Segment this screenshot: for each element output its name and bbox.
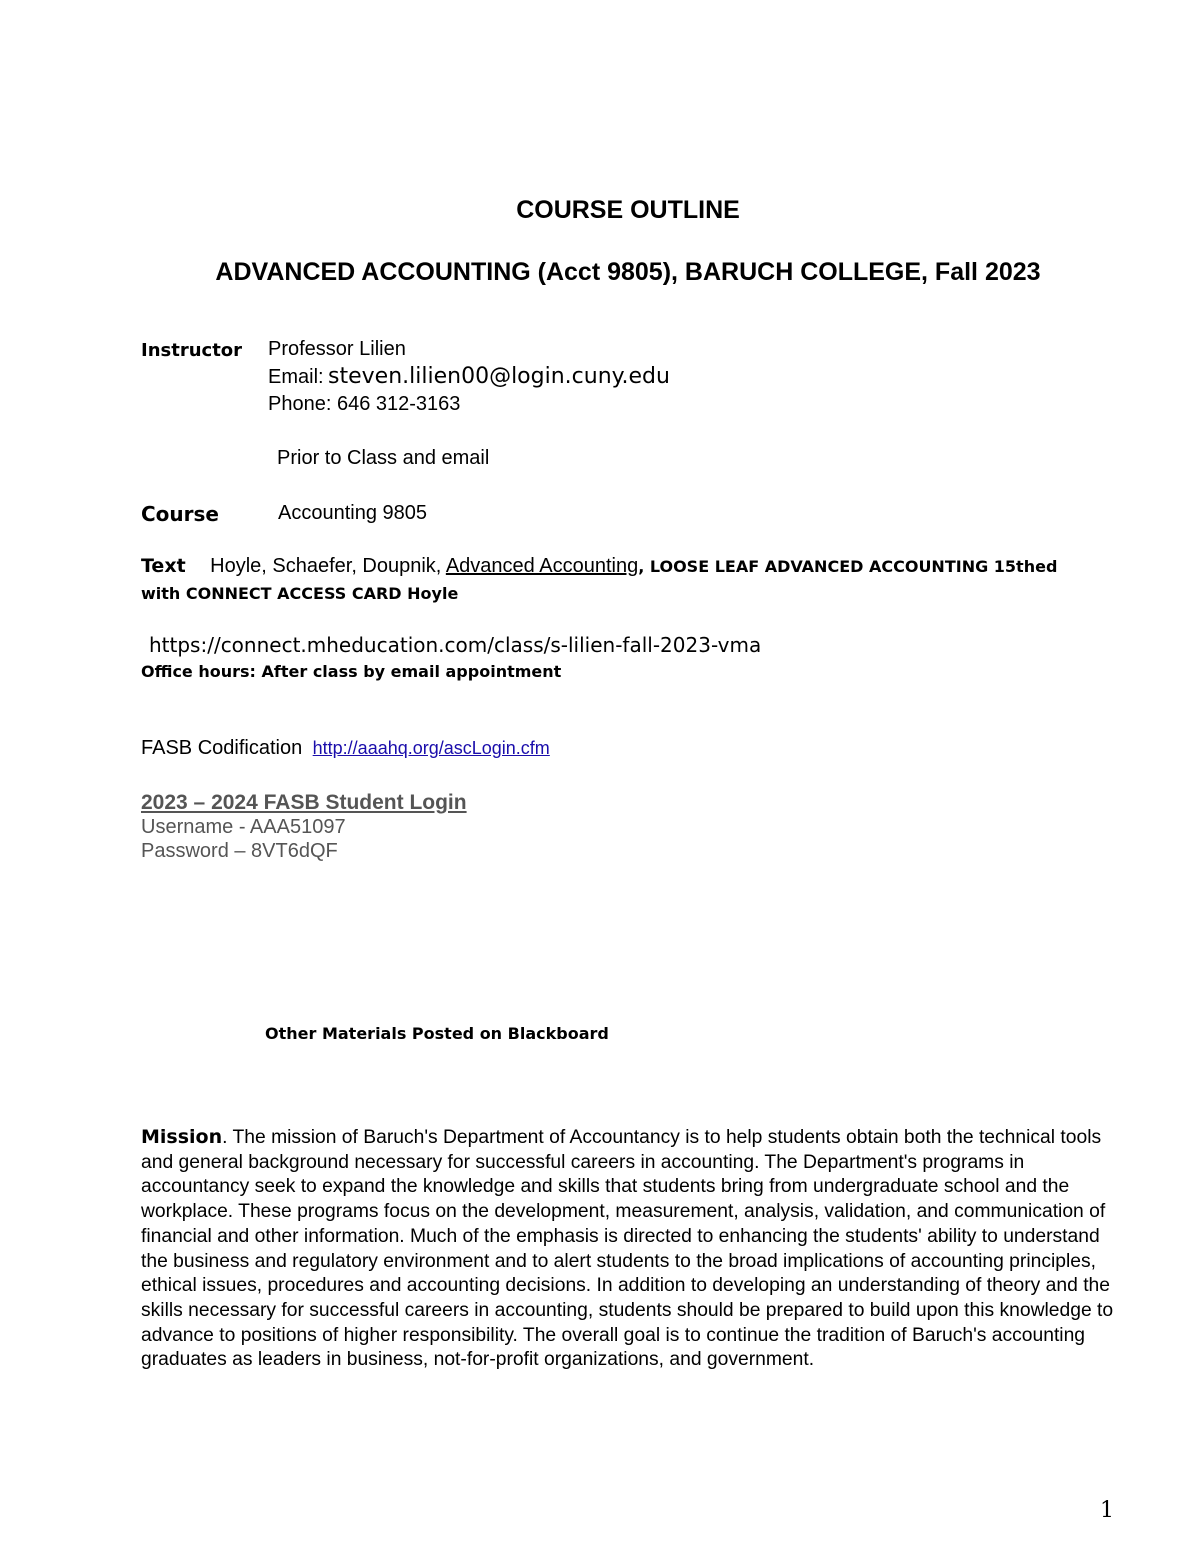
mission-body: . The mission of Baruch's Department of Accountancy is to help students obtain both the technical tools and general background necessary for successful careers in accounting. The Department's programs in accountancy seek to expand the knowledge and skills that students bring from undergraduate school and the workplace. These programs focus on the development, measurement, analysis, validation, and communication of financial and other information. Much of the emphasis is directed to enhancing the students' ability to understand the business and regulatory environment and to alert students to the broad implications of accounting principles, ethical issues, procedures and accounting decisions. In addition to developing an understanding of theory and the skills necessary for successful careers in accounting, students should be prepared to build upon this knowledge to advance to positions of higher responsibility. The overall goal is to continue the tradition of Baruch's accounting graduates as leaders in business, not-for-profit organizations, and government.: [141, 1127, 1114, 1371]
email-address[interactable]: steven.lilien00@login.cuny.edu: [328, 364, 670, 389]
textbook-authors: Hoyle, Schaefer, Doupnik,: [210, 555, 442, 577]
page-number: 1: [1100, 1498, 1114, 1523]
textbook-edition-line-2: with CONNECT ACCESS CARD Hoyle: [141, 584, 459, 603]
text-label: Text: [141, 555, 186, 577]
mission-paragraph: [141, 1125, 1126, 1373]
instructor-name: Professor Lilien: [268, 338, 406, 360]
connect-url[interactable]: https://connect.mheducation.com/class/s-lilien-fall-2023-vma: [149, 633, 762, 657]
email-label: Email:: [268, 366, 324, 388]
fasb-password: Password – 8VT6dQF: [141, 840, 338, 862]
fasb-link[interactable]: http://aaahq.org/ascLogin.cfm: [312, 738, 550, 758]
textbook-line-1: [141, 555, 1057, 578]
other-materials: Other Materials Posted on Blackboard: [265, 1024, 609, 1043]
instructor-email-line: [268, 364, 670, 389]
instructor-phone: Phone: 646 312-3163: [268, 393, 461, 415]
course-label: Course: [141, 502, 219, 526]
course-value: Accounting 9805: [278, 502, 428, 524]
page-title: COURSE OUTLINE: [516, 196, 740, 224]
office-hours: Office hours: After class by email appointment: [141, 662, 562, 681]
instructor-label: Instructor: [141, 340, 243, 361]
fasb-codification-line: [141, 737, 550, 760]
mission-label: Mission: [141, 1126, 223, 1148]
fasb-label: FASB Codification: [141, 737, 303, 759]
fasb-login-heading: 2023 – 2024 FASB Student Login: [141, 791, 467, 814]
instructor-note: Prior to Class and email: [277, 447, 490, 469]
course-subtitle: ADVANCED ACCOUNTING (Acct 9805), BARUCH COLLEGE, Fall 2023: [215, 258, 1041, 286]
textbook-edition: , LOOSE LEAF ADVANCED ACCOUNTING 15thed: [638, 557, 1058, 576]
textbook-title: Advanced Accounting: [445, 555, 639, 577]
fasb-username: Username - AAA51097: [141, 816, 346, 838]
